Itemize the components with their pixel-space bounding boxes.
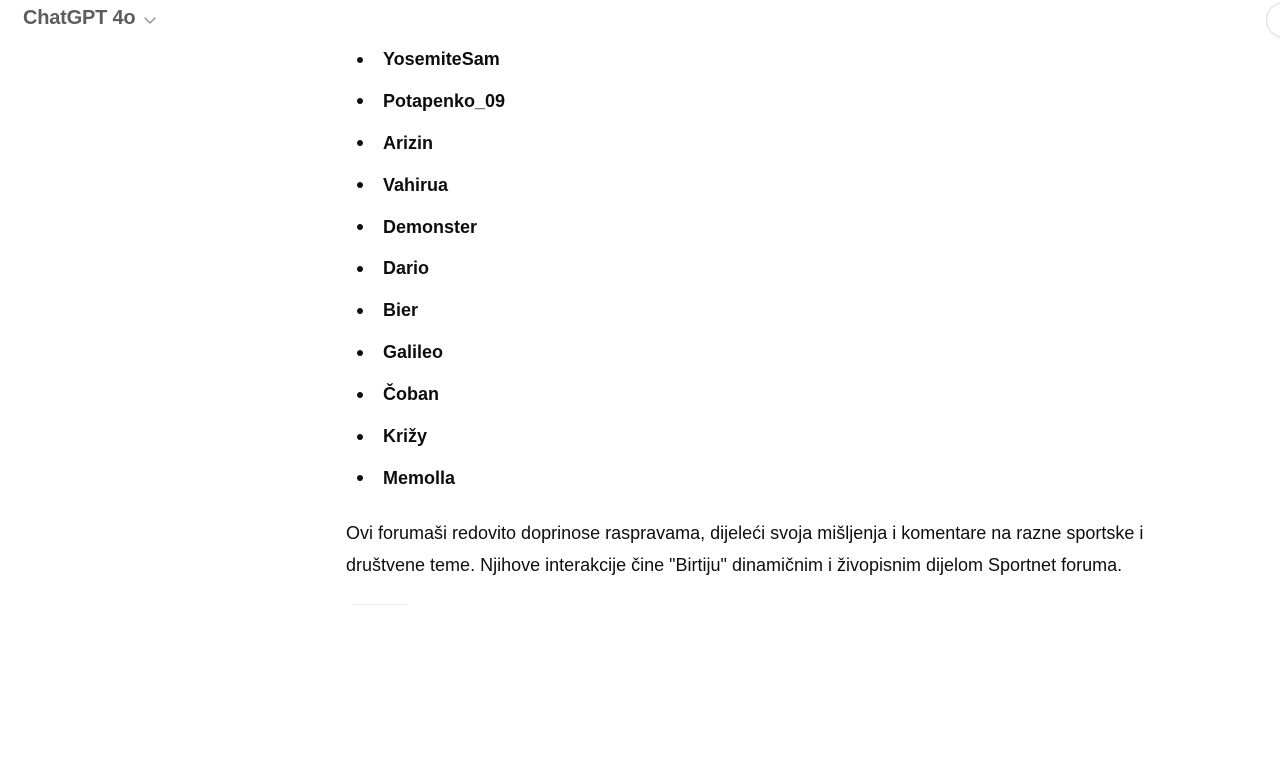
assistant-message bbox=[346, 38, 1176, 581]
bullet-icon bbox=[357, 350, 363, 356]
list-item bbox=[346, 38, 1176, 80]
bullet-icon bbox=[357, 266, 363, 272]
profile-avatar-button[interactable] bbox=[1266, 2, 1280, 38]
bullet-icon bbox=[357, 140, 363, 146]
list-item-label: Vahirua bbox=[383, 174, 449, 195]
top-header bbox=[0, 0, 1280, 40]
bullet-icon bbox=[357, 434, 363, 440]
list-item-label: Čoban bbox=[383, 384, 439, 405]
bullet-icon bbox=[357, 308, 363, 314]
list-item bbox=[346, 164, 1176, 206]
bullet-icon bbox=[357, 57, 363, 63]
bullet-icon bbox=[357, 475, 363, 481]
list-item bbox=[346, 122, 1176, 164]
model-switcher-button[interactable] bbox=[23, 7, 157, 30]
bullet-icon bbox=[357, 392, 363, 398]
list-item bbox=[346, 206, 1176, 248]
summary-paragraph: Ovi forumaši redovito doprinose raspravama, dijeleći svoja mišljenja i komentare na razne sportske i društvene teme. Njihove interakcije čine "Birtiju" dinamičnim i živopisnim dijelom Sportnet foruma. bbox=[346, 522, 1144, 575]
bullet-icon bbox=[357, 98, 363, 104]
list-item bbox=[346, 415, 1176, 457]
list-item-label: Galileo bbox=[383, 342, 444, 363]
list-item-label: Potapenko_09 bbox=[383, 90, 506, 111]
message-actions-bar bbox=[352, 604, 408, 607]
chevron-down-icon bbox=[143, 13, 157, 27]
model-name-label: ChatGPT 4o bbox=[23, 7, 136, 29]
list-item-label: Dario bbox=[383, 258, 430, 279]
list-item-label: YosemiteSam bbox=[383, 49, 500, 69]
forum-user-list bbox=[346, 38, 1176, 499]
bullet-icon bbox=[357, 224, 363, 230]
list-item-label: Bier bbox=[383, 300, 419, 321]
list-item bbox=[346, 373, 1176, 415]
list-item bbox=[346, 331, 1176, 373]
list-item bbox=[346, 80, 1176, 122]
list-item-label: Memolla bbox=[383, 467, 456, 488]
list-item-label: Demonster bbox=[383, 216, 478, 237]
list-item bbox=[346, 289, 1176, 331]
list-item-label: Križy bbox=[383, 426, 428, 447]
bullet-icon bbox=[357, 182, 363, 188]
list-item-label: Arizin bbox=[383, 132, 434, 153]
list-item bbox=[346, 457, 1176, 499]
list-item bbox=[346, 247, 1176, 289]
